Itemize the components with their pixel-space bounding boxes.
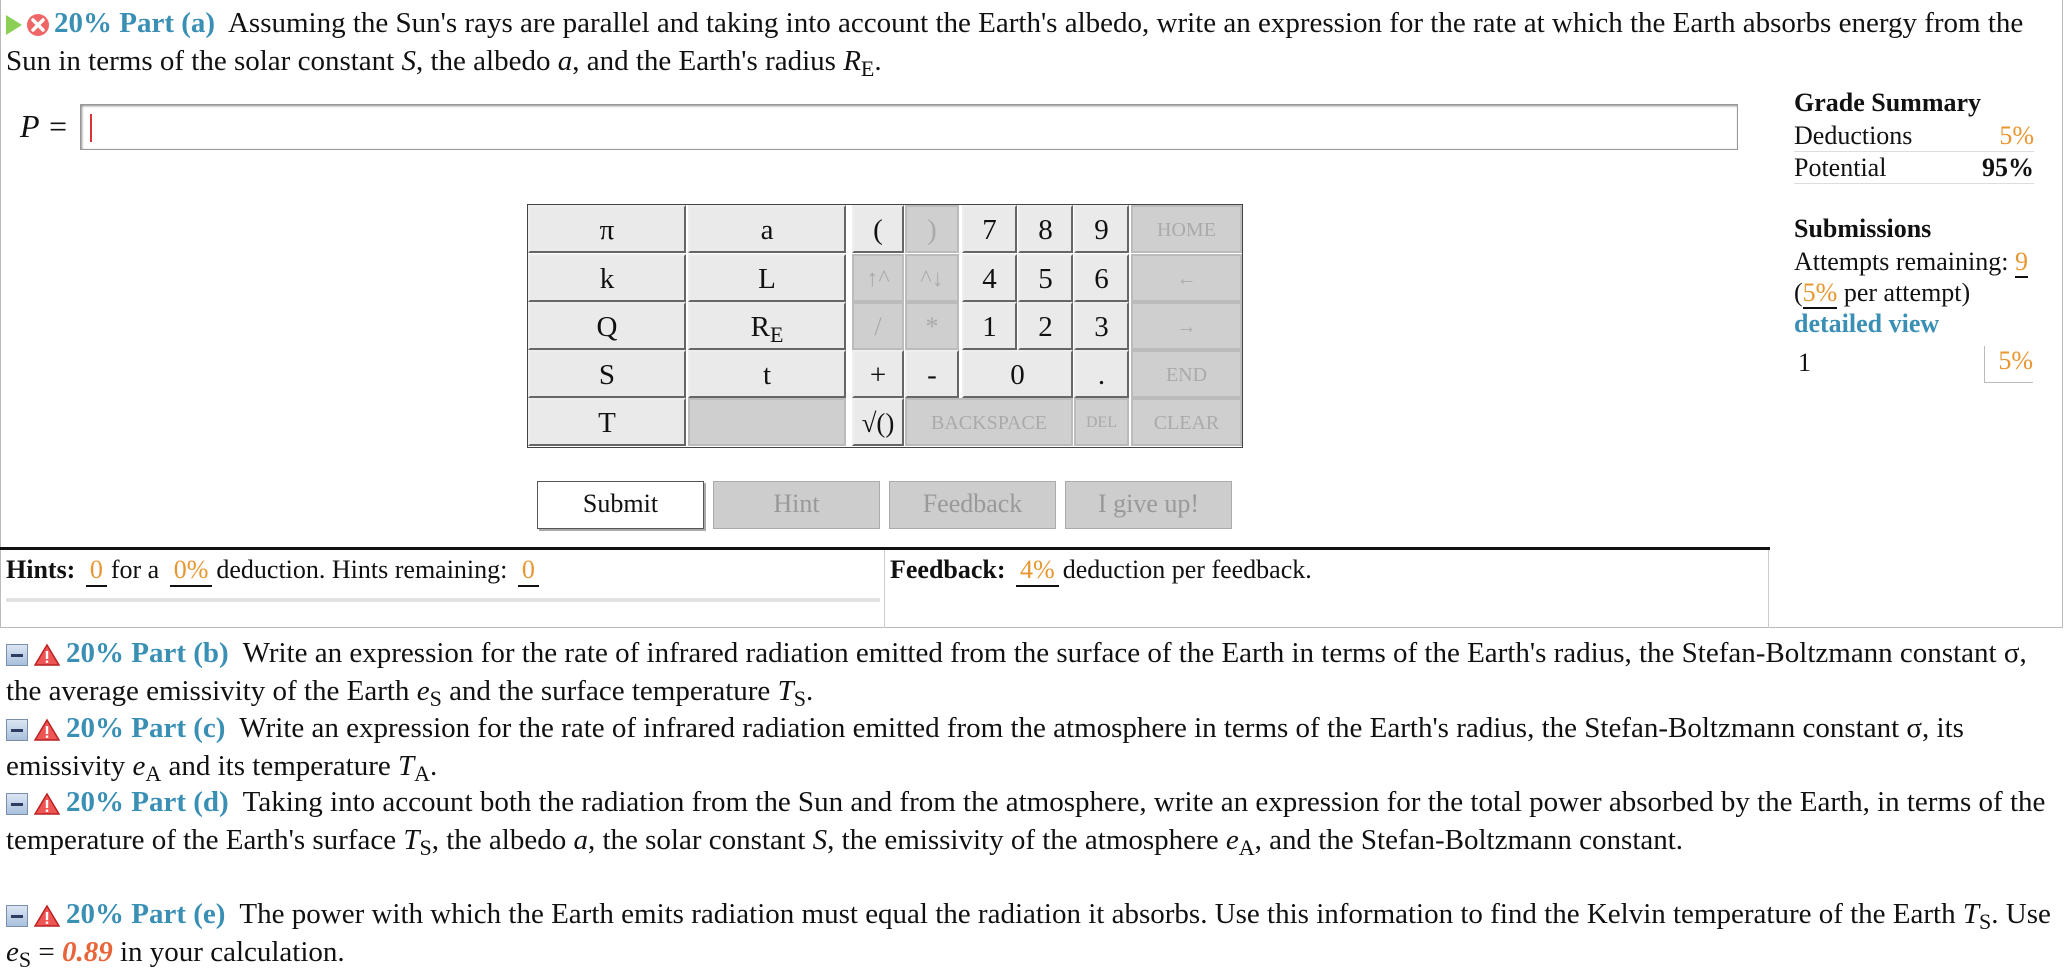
key-s[interactable]: S (528, 350, 686, 398)
expand-icon[interactable] (6, 905, 28, 927)
part-a-text: Assuming the Sun's rays are parallel and taking into account the Earth's albedo, write an expression for the rate at which the Earth absorbs energy from the Sun in terms of the solar constant (6, 7, 2024, 77)
key-pi[interactable]: π (528, 205, 686, 253)
key-home[interactable]: HOME (1131, 205, 1242, 253)
key-0[interactable]: 0 (962, 350, 1073, 398)
part-a-percent-label: 20% Part (a) (54, 7, 216, 39)
warning-icon (34, 792, 60, 816)
vertical-divider-right (1768, 550, 1769, 628)
warning-icon (34, 718, 60, 742)
key-6[interactable]: 6 (1074, 254, 1129, 302)
var-r: R (843, 45, 861, 77)
hints-underline (6, 598, 880, 602)
key-a[interactable]: a (688, 205, 846, 253)
key-up-caret[interactable]: ↑^ (852, 254, 904, 302)
key-3[interactable]: 3 (1074, 302, 1129, 350)
key-k[interactable]: k (528, 254, 686, 302)
hints-remaining: 0 (518, 555, 539, 587)
detailed-view-link[interactable]: detailed view (1794, 309, 1940, 338)
hints-panel: Hints: 0 for a 0% deduction. Hints remaining: 0 (6, 555, 543, 587)
feedback-panel: Feedback: 4% deduction per feedback. (890, 555, 1312, 587)
key-del[interactable]: DEL (1074, 398, 1129, 446)
submission-row: 1 5% (1794, 346, 2034, 384)
key-end[interactable]: END (1131, 350, 1242, 398)
part-d-question: 20% Part (d) Taking into account both the radiation from the Sun and from the atmosphere, write an expression for the total power absorbed by the Earth, in terms of the temperature of the Earth's surface $T_S$, the albedo a, the solar constant S, the emissivity of the atmosphere $e_A$, and the Stefan-Boltzmann constant. (6, 786, 2046, 860)
submit-button[interactable]: Submit (537, 481, 704, 529)
potential-value: 95% (1982, 153, 2034, 182)
hints-count: 0 (86, 555, 107, 587)
key-divide[interactable]: / (852, 302, 904, 350)
answer-label: P = (20, 108, 69, 144)
key-7[interactable]: 7 (962, 205, 1017, 253)
hints-feedback-divider (0, 547, 1770, 550)
text-caret (90, 114, 92, 142)
key-sqrt[interactable]: √() (852, 398, 904, 446)
expand-icon[interactable] (6, 719, 28, 741)
key-close-paren[interactable]: ) (905, 205, 959, 253)
grade-summary: Grade Summary Deductions 5% Potential 95% (1794, 88, 2034, 182)
key-decimal[interactable]: . (1074, 350, 1129, 398)
key-down-caret[interactable]: ^↓ (905, 254, 959, 302)
key-4[interactable]: 4 (962, 254, 1017, 302)
give-up-button[interactable]: I give up! (1065, 481, 1232, 529)
key-1[interactable]: 1 (962, 302, 1017, 350)
key-minus[interactable]: - (905, 350, 959, 398)
feedback-button[interactable]: Feedback (889, 481, 1056, 529)
key-open-paren[interactable]: ( (852, 205, 904, 253)
var-a: a (557, 45, 573, 77)
key-plus[interactable]: + (852, 350, 904, 398)
hint-button[interactable]: Hint (713, 481, 880, 529)
key-left-arrow[interactable]: ← (1131, 254, 1242, 302)
expand-icon[interactable] (6, 644, 28, 666)
part-a-question (6, 4, 2056, 80)
key-clear[interactable]: CLEAR (1131, 398, 1242, 446)
hints-deduction: 0% (170, 555, 213, 587)
key-t-upper[interactable]: T (528, 398, 686, 446)
key-5[interactable]: 5 (1018, 254, 1073, 302)
var-s: S (401, 45, 416, 77)
key-8[interactable]: 8 (1018, 205, 1073, 253)
grade-summary-title: Grade Summary (1794, 88, 1982, 117)
submissions: Submissions Attempts remaining: 9 (5% per attempt) detailed view (1794, 214, 2034, 339)
key-backspace[interactable]: BACKSPACE (905, 398, 1073, 446)
part-a-text-2: , the albedo (415, 45, 551, 77)
part-a-text-end: . (874, 45, 882, 77)
expand-icon[interactable] (6, 793, 28, 815)
key-t-lower[interactable]: t (688, 350, 846, 398)
key-l[interactable]: L (688, 254, 846, 302)
answer-input[interactable] (80, 104, 1738, 150)
vertical-divider (884, 550, 885, 628)
feedback-pct: 4% (1016, 555, 1059, 587)
deductions-value: 5% (1999, 121, 2034, 150)
incorrect-icon (26, 13, 50, 37)
emissivity-value: 0.89 (61, 936, 113, 968)
key-right-arrow[interactable]: → (1131, 302, 1242, 350)
part-c-question: 20% Part (c) Write an expression for the rate of infrared radiation emitted from the atmosphere in terms of the Earth's radius, the Stefan-Boltzmann constant σ, its emissivity $e_A$ and its temperature $T_A$. (6, 712, 1964, 786)
part-a-text-3: , and the Earth's radius (572, 45, 836, 77)
part-b-question: 20% Part (b) Write an expression for the rate of infrared radiation emitted from the surface of the Earth in terms of the Earth's radius, the Stefan-Boltzmann constant σ, the average emissivity of the Earth $e_S$ and the surface temperature $T_S$. (6, 637, 2027, 711)
key-re[interactable]: $R_E$ (688, 302, 846, 350)
submissions-title: Submissions (1794, 214, 1932, 243)
key-multiply[interactable]: * (905, 302, 959, 350)
warning-icon (34, 643, 60, 667)
key-q[interactable]: Q (528, 302, 686, 350)
warning-icon (34, 904, 60, 928)
key-empty (688, 398, 846, 446)
key-9[interactable]: 9 (1074, 205, 1129, 253)
attempts-remaining: 9 (2014, 247, 2028, 276)
part-e-question: 20% Part (e) The power with which the Earth emits radiation must equal the radiation it absorbs. Use this information to find the Kelvin temperature of the Earth $T_S$. Use $e_S = 0.89$ in your calculation. (6, 898, 2051, 972)
play-icon[interactable] (6, 15, 22, 35)
var-r-sub: E (860, 56, 875, 81)
key-2[interactable]: 2 (1018, 302, 1073, 350)
